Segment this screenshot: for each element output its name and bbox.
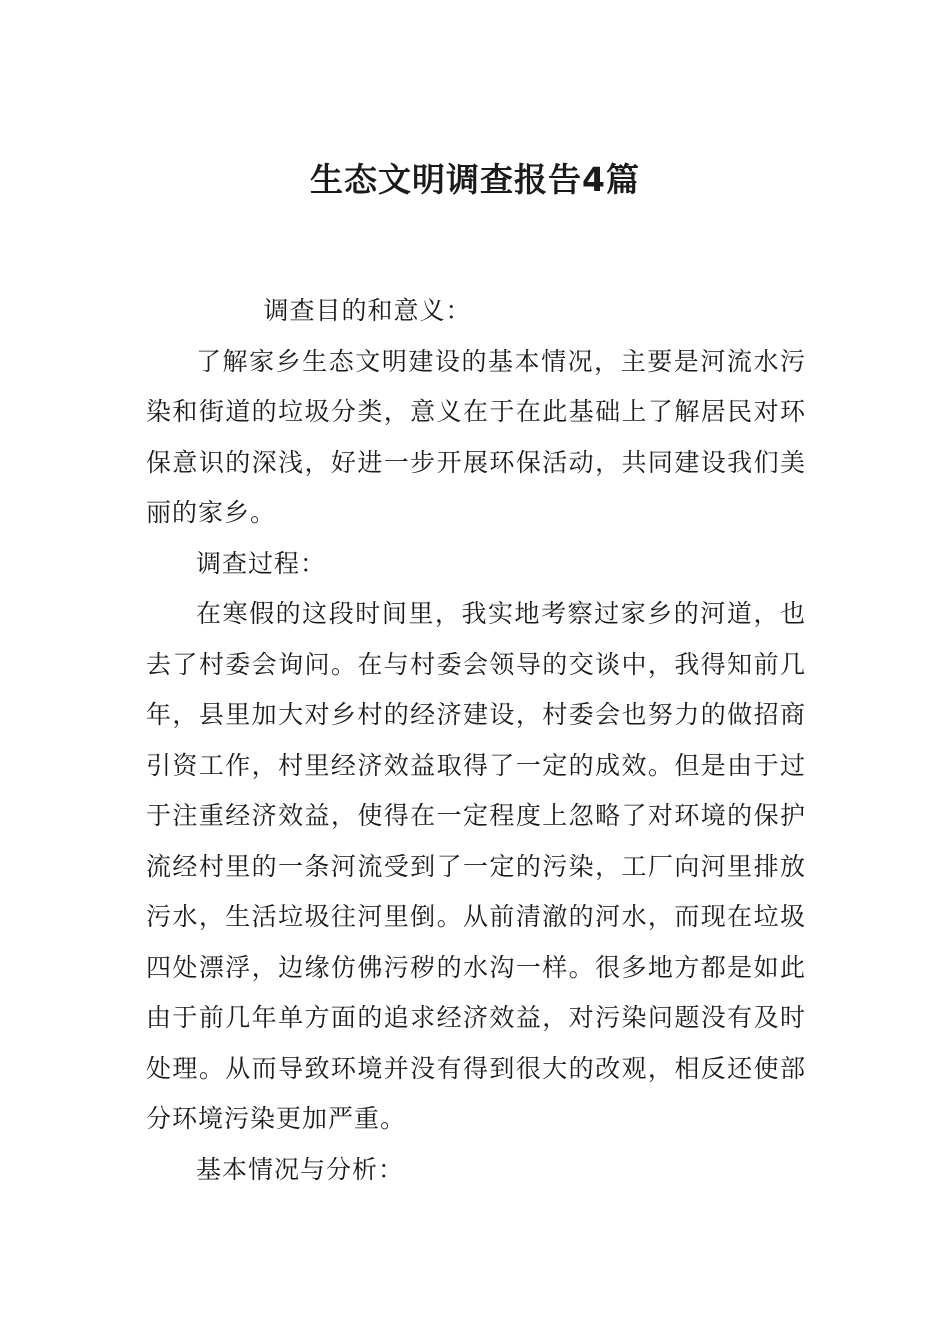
paragraph-purpose: 了解家乡生态文明建设的基本情况，主要是河流水污染和街道的垃圾分类，意义在于在此基础上了解居民对环保意识的深浅，好进一步开展环保活动，共同建设我们美丽的家乡。 [146, 346, 806, 527]
document-body [146, 286, 806, 1195]
paragraph-process: 在寒假的这段时间里，我实地考察过家乡的河道，也去了村委会询问。在与村委会领导的交谈中，我得知前几年，县里加大对乡村的经济建设，村委会也努力的做招商引资工作，村里经济效益取得了一定的成效。但是由于过于注重经济效益，使得在一定程度上忽略了对环境的保护流经村里的一条河流受到了一定的污染，工厂向河里排放污水，生活垃圾往河里倒。从前清澈的河水，而现在垃圾四处漂浮，边缘仿佛污秽的水沟一样。很多地方都是如此由于前几年单方面的追求经济效益，对污染问题没有及时处理。从而导致环境并没有得到很大的改观，相反还使部分环境污染更加严重。 [146, 599, 806, 1133]
document-title: 生态文明调查报告4篇 [310, 160, 640, 199]
section-heading-process: 调查过程： [196, 548, 327, 578]
section-heading-purpose: 调查目的和意义： [263, 296, 472, 325]
section-heading-analysis: 基本情况与分析： [196, 1154, 405, 1184]
